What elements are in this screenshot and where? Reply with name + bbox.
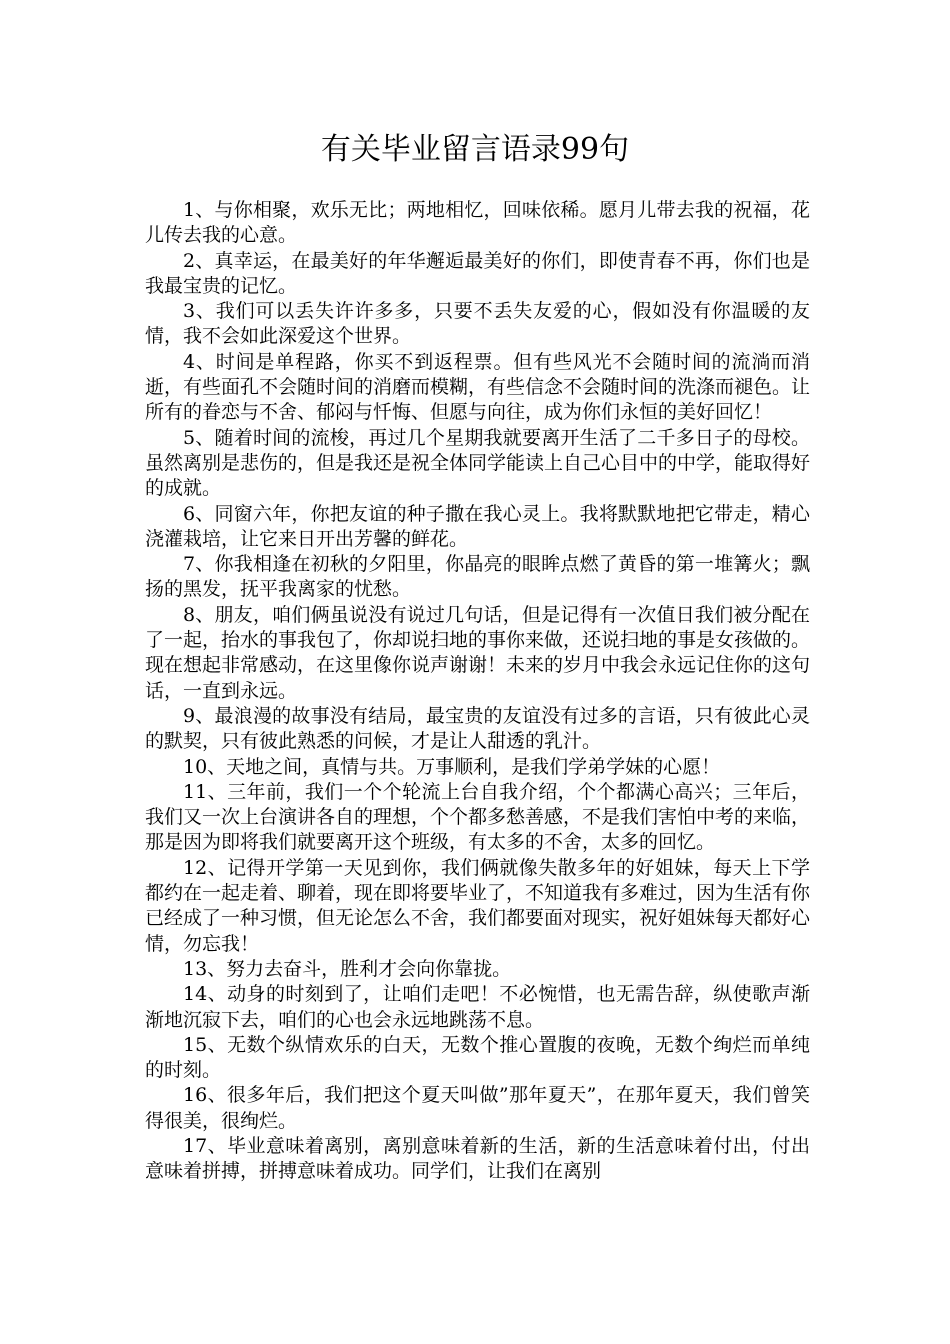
paragraph: 1、与你相聚，欢乐无比；两地相忆，回味依稀。愿月儿带去我的祝福，花儿传去我的心意。 [145, 199, 810, 247]
paragraph: 12、记得开学第一天见到你，我们俩就像失散多年的好姐妹，每天上下学都约在一起走着、聊着，现在即将要毕业了，不知道我有多难过，因为生活有你已经成了一种习惯，但无论怎么不舍，我们都要面对现实，祝好姐妹每天都好心情，勿忘我！ [145, 856, 811, 955]
paragraph: 6、同窗六年，你把友谊的种子撒在我心灵上。我将默默地把它带走，精心浇灌栽培，让它来日开出芳馨的鲜花。 [145, 502, 810, 550]
paragraph: 3、我们可以丢失许许多多，只要不丢失友爱的心，假如没有你温暖的友情，我不会如此深爱这个世界。 [145, 300, 810, 348]
paragraph: 14、动身的时刻到了，让咱们走吧！不必惋惜，也无需告辞，纵使歌声渐渐地沉寂下去，咱们的心也会永远地跳荡不息。 [145, 983, 810, 1031]
document-body [145, 198, 810, 1185]
paragraph: 2、真幸运，在最美好的年华邂逅最美好的你们，即使青春不再，你们也是我最宝贵的记忆。 [145, 249, 810, 297]
paragraph: 5、随着时间的流梭，再过几个星期我就要离开生活了二千多日子的母校。虽然离别是悲伤的，但是我还是祝全体同学能读上自己心目中的中学，能取得好的成就。 [145, 426, 811, 500]
paragraph: 4、时间是单程路，你买不到返程票。但有些风光不会随时间的流淌而消逝，有些面孔不会随时间的消磨而模糊，有些信念不会随时间的洗涤而褪色。让所有的眷恋与不舍、郁闷与忏悔、但愿与向往，成为你们永恒的美好回忆！ [145, 350, 811, 424]
paragraph: 7、你我相逢在初秋的夕阳里，你晶亮的眼眸点燃了黄昏的第一堆篝火；飘扬的黑发，抚平我离家的忧愁。 [145, 553, 810, 601]
document-title: 有关毕业留言语录99句 [320, 132, 630, 167]
paragraph: 16、很多年后，我们把这个夏天叫做”那年夏天”，在那年夏天，我们曾笑得很美，很绚烂。 [145, 1084, 810, 1132]
paragraph: 17、毕业意味着离别，离别意味着新的生活，新的生活意味着付出，付出意味着拼搏，拼搏意味着成功。同学们，让我们在离别 [145, 1134, 810, 1183]
paragraph: 15、无数个纵情欢乐的白天，无数个推心置腹的夜晚，无数个绚烂而单纯的时刻。 [145, 1033, 810, 1082]
paragraph: 9、最浪漫的故事没有结局，最宝贵的友谊没有过多的言语，只有彼此心灵的默契，只有彼此熟悉的问候，才是让人甜透的乳汁。 [145, 704, 810, 753]
paragraph: 11、三年前，我们一个个轮流上台自我介绍，个个都满心高兴；三年后，我们又一次上台演讲各自的理想，个个都多愁善感，不是我们害怕中考的来临，那是因为即将我们就要离开这个班级，有太多的不舍，太多的回忆。 [145, 780, 811, 854]
paragraph: 13、努力去奋斗，胜利才会向你靠拢。 [183, 957, 512, 980]
paragraph: 8、朋友，咱们俩虽说没有说过几句话，但是记得有一次值日我们被分配在了一起，抬水的事我包了，你却说扫地的事你来做，还说扫地的事是女孩做的。现在想起非常感动，在这里像你说声谢谢！未来的岁月中我会永远记住你的这句话，一直到永远。 [145, 603, 811, 702]
paragraph: 10、天地之间，真情与共。万事顺利，是我们学弟学妹的心愿！ [183, 755, 721, 778]
